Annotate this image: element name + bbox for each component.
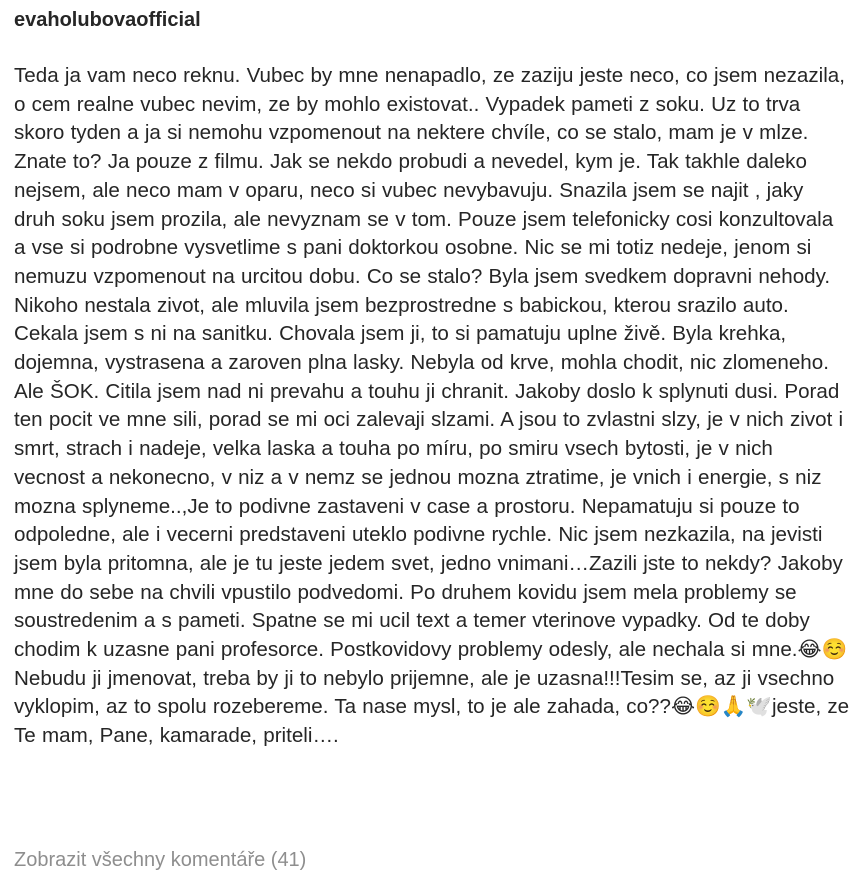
view-all-comments-link[interactable]: Zobrazit všechny komentáře (41) (14, 849, 307, 871)
post-username[interactable]: evaholubovaofficial (14, 9, 201, 31)
post-caption: Teda ja vam neco reknu. Vubec by mne nenapadlo, ze zaziju jeste neco, co jsem nezazila, o cem realne vubec nevim, ze by mohlo existovat.. Vypadek pameti z soku. Uz to trva skoro tyden a ja si nemohu vzpomenout na nektere chvíle, co se stalo, mam je v mlze. Znate to? Ja pouze z filmu. Jak se nekdo probudi a nevedel, kym je. Tak takhle daleko nejsem, ale neco mam v oparu, neco si vubec nevybavuju. Snazila jsem se najit , jaky druh soku jsem prozila, ale nevyznam se v tom. Pouze jsem telefonicky cosi konzultovala a vse si podrobne vysvetlime s pani doktorkou osobne. Nic se mi totiz nedeje, jenom si nemuzu vzpomenout na urcitou dobu. Co se stalo? Byla jsem svedkem dopravni nehody. Nikoho nestala zivot, ale mluvila jsem bezprostredne s babickou, kterou srazilo auto. Cekala jsem s ni na sanitku. Chovala jsem ji, to si pamatuju uplne živě. Byla krehka, dojemna, vystrasena a zaroven plna lasky. Nebyla od krve, mohla chodit, nic zlomeneho. Ale ŠOK. Citila jsem nad ni prevahu a touhu ji chranit. Jakoby doslo k splynuti dusi. Porad ten pocit ve mne sili, porad se mi oci zalevaji slzami. A jsou to zvlastni slzy, je v nich zivot i smrt, strach i nadeje, velka laska a touha po míru, po smiru vsech bytosti, je v nich vecnost a nekonecno, v niz a v nemz se jednou mozna ztratime, je vnich i energie, s niz mozna splyneme..,Je to podivne zastaveni v case a prostoru. Nepamatuju si pouze to odpoledne, ale i vecerni predstaveni uteklo podivne rychle. Nic jsem nezkazila, na jevisti jsem byla pritomna, ale je tu jeste jedem svet, jedno vnimani…Zazili jste to nekdy? Jakoby mne do sebe na chvili vpustilo podvedomi. Po druhem kovidu jsem mela problemy se soustredenim a s pameti. Spatne se mi ucil text a temer vterinove vypadky. Od te doby chodim k uzasne pani profesorce. Postkovidovy problemy odesly, ale nechala si mne.😂☺️Nebudu ji jmenovat, treba by ji to nebylo prijemne, ale je uzasna!!!Tesim se, az ji vsechno vyklopim, az to spolu rozebereme. Ta nase mysl, to je ale zahada, co??😂☺️🙏🕊️jeste, ze Te mam, Pane, kamarade, priteli…. (14, 64, 850, 748)
